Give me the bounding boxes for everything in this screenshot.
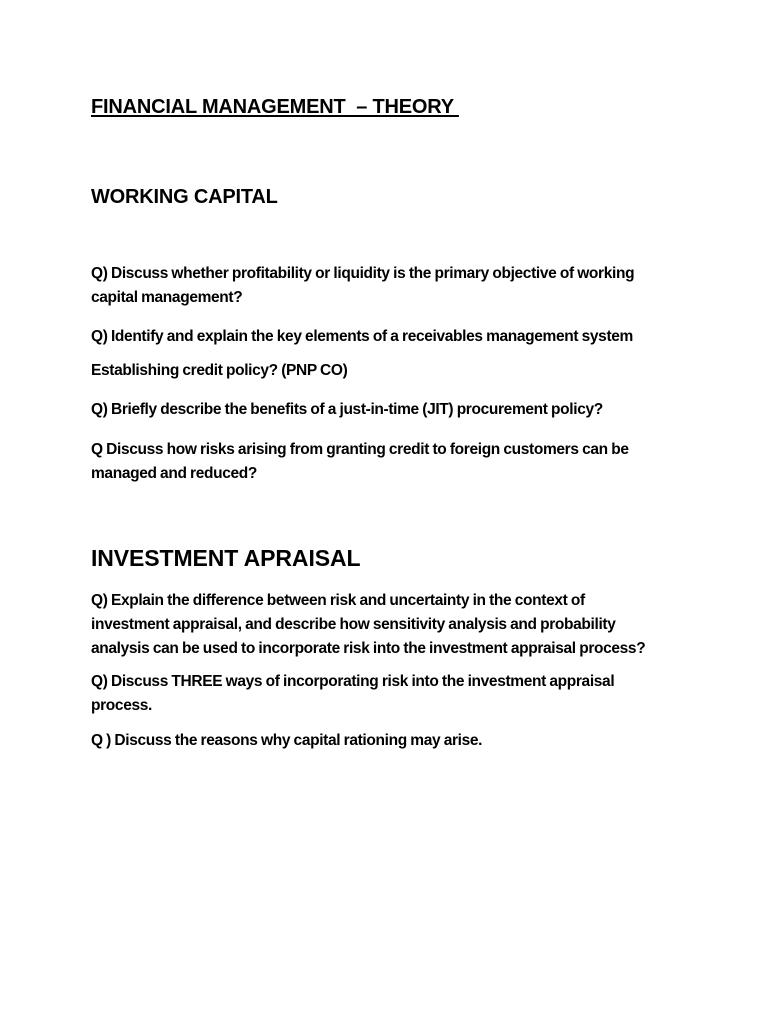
- question-line: capital management?: [91, 289, 243, 306]
- question-line: Q Discuss how risks arising from granting credit to foreign customers can be: [91, 441, 629, 458]
- document-title: FINANCIAL MANAGEMENT – THEORY: [91, 96, 459, 118]
- question-item: [91, 398, 691, 422]
- question-line: investment appraisal, and describe how sensitivity analysis and probability: [91, 616, 616, 633]
- question-item: [91, 438, 691, 486]
- question-line: Q) Briefly describe the benefits of a just-in-time (JIT) procurement policy?: [91, 401, 603, 418]
- question-line: managed and reduced?: [91, 465, 257, 482]
- question-line: Q) Discuss THREE ways of incorporating risk into the investment appraisal: [91, 673, 615, 690]
- question-line: Q ) Discuss the reasons why capital rationing may arise.: [91, 732, 483, 749]
- section-heading-working-capital: WORKING CAPITAL: [91, 186, 278, 208]
- question-item: [91, 262, 691, 310]
- question-line: process.: [91, 697, 152, 714]
- question-item: [91, 359, 691, 383]
- question-item: [91, 729, 691, 753]
- section-heading-investment-appraisal: INVESTMENT APRAISAL: [91, 545, 361, 571]
- question-line: Q) Explain the difference between risk and uncertainty in the context of: [91, 592, 585, 609]
- question-item: [91, 670, 691, 718]
- question-line: Establishing credit policy? (PNP CO): [91, 362, 348, 379]
- question-line: analysis can be used to incorporate risk into the investment appraisal process?: [91, 640, 646, 657]
- question-line: Q) Identify and explain the key elements of a receivables management system: [91, 328, 633, 345]
- question-line: Q) Discuss whether profitability or liquidity is the primary objective of working: [91, 265, 635, 282]
- question-item: [91, 325, 691, 349]
- question-item: [91, 589, 691, 661]
